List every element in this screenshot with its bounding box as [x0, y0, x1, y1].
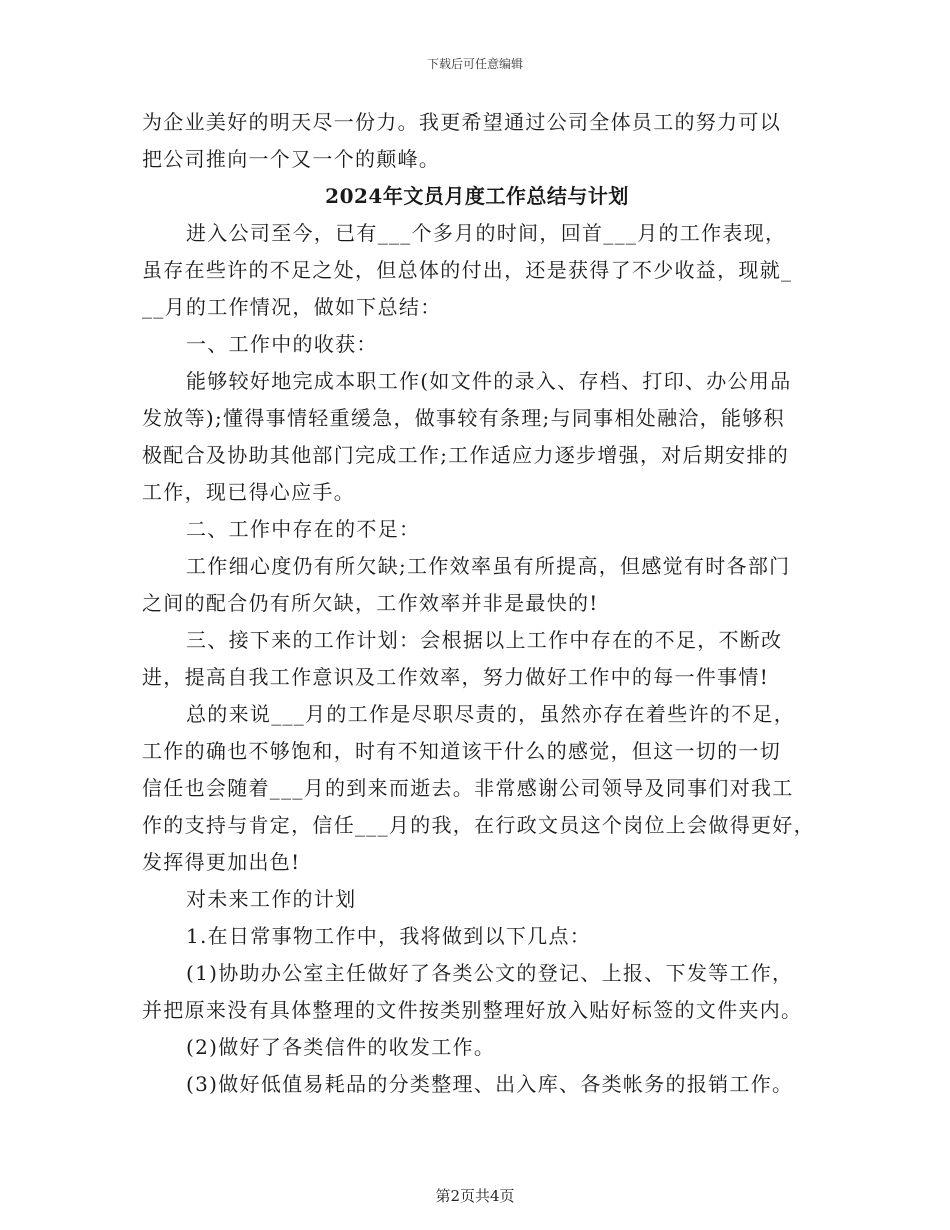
list-item: (3)做好低值易耗品的分类整理、出入库、各类帐务的报销工作。: [186, 1072, 794, 1096]
page-header: 下载后可任意编辑: [426, 57, 523, 71]
body-line: 进入公司至今，已有___个多月的时间，回首___月的工作表现，: [186, 221, 787, 245]
body-line: 工作细心度仍有所欠缺;工作效率虽有所提高，但感觉有时各部门: [186, 554, 791, 578]
body-line: 工作，现已得心应手。: [142, 480, 355, 504]
body-line: __月的工作情况，做如下总结：: [142, 295, 442, 319]
document-title: 2024年文员月度工作总结与计划: [325, 184, 629, 208]
section-heading: 一、工作中的收获：: [186, 332, 378, 356]
body-line: 之间的配合仍有所欠缺，工作效率并非是最快的!: [142, 591, 599, 615]
body-line: 工作的确也不够饱和，时有不知道该干什么的感觉，但这一切的一切: [142, 739, 781, 763]
list-item: (2)做好了各类信件的收发工作。: [186, 1035, 496, 1059]
body-line: 发挥得更加出色!: [142, 850, 301, 874]
section-heading: 对未来工作的计划: [186, 887, 357, 911]
body-line: 为企业美好的明天尽一份力。我更希望通过公司全体员工的努力可以: [142, 110, 781, 134]
list-item: (1)协助办公室主任做好了各类公文的登记、上报、下发等工作，: [186, 961, 794, 985]
body-line: 能够较好地完成本职工作(如文件的录入、存档、打印、办公用品: [186, 369, 792, 393]
body-line: 把公司推向一个又一个的颠峰。: [142, 147, 441, 171]
section-heading: 三、接下来的工作计划：会根据以上工作中存在的不足，不断改: [186, 628, 783, 652]
body-line: 总的来说___月的工作是尽职尽责的，虽然亦存在着些许的不足，: [186, 702, 795, 726]
body-line: 极配合及协助其他部门完成工作;工作适应力逐步增强，对后期安排的: [142, 443, 790, 467]
list-item: 1.在日常事物工作中，我将做到以下几点：: [186, 924, 592, 948]
body-line: 信任也会随着___月的到来而逝去。非常感谢公司领导及同事们对我工: [142, 776, 794, 800]
document-body: [142, 104, 815, 1103]
body-line: 进，提高自我工作意识及工作效率，努力做好工作中的每一件事情!: [142, 665, 770, 689]
body-line: 发放等);懂得事情轻重缓急，做事较有条理;与同事相处融洽，能够积: [142, 406, 785, 430]
body-line: 虽存在些许的不足之处，但总体的付出，还是获得了不少收益，现就_: [142, 258, 793, 282]
body-line: 并把原来没有具体整理的文件按类别整理好放入贴好标签的文件夹内。: [142, 998, 803, 1022]
section-heading: 二、工作中存在的不足：: [186, 517, 421, 541]
page-footer: 第2页共4页: [435, 1187, 515, 1205]
body-line: 作的支持与肯定，信任___月的我，在行政文员这个岗位上会做得更好，: [142, 813, 815, 837]
